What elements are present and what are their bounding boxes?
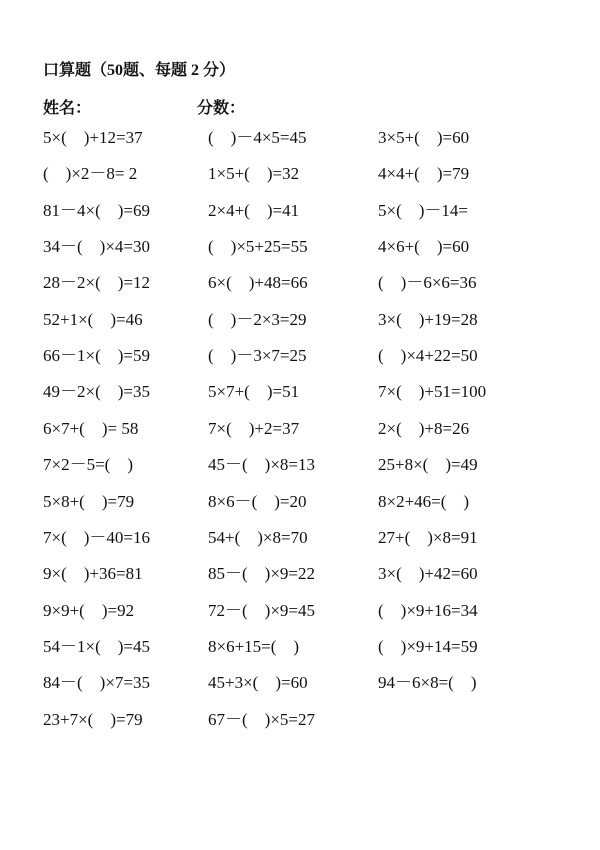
arithmetic-problem: 4×6+( )=60 [378, 237, 470, 257]
arithmetic-problem: 7×( )－40=16 [43, 527, 150, 547]
arithmetic-problem: 34－( )×4=30 [43, 237, 150, 257]
arithmetic-problem: 8×2+46=( ) [378, 491, 470, 511]
score-label: 分数： [197, 100, 246, 117]
arithmetic-problem: 23+7×( )=79 [43, 709, 143, 729]
arithmetic-problem: 5×8+( )=79 [43, 491, 135, 511]
arithmetic-problem: 25+8×( )=49 [378, 455, 478, 475]
arithmetic-problem: ( )－6×6=36 [378, 273, 477, 293]
arithmetic-problem: 84－( )×7=35 [43, 673, 150, 693]
arithmetic-problem: ( )－2×3=29 [208, 309, 307, 329]
arithmetic-problem: ( )×5+25=55 [208, 237, 308, 257]
arithmetic-problem: 9×( )+36=81 [43, 564, 143, 584]
arithmetic-problem: 45+3×( )=60 [208, 673, 308, 693]
arithmetic-problem: 67－( )×5=27 [208, 709, 315, 729]
arithmetic-problem: 7×( )+2=37 [208, 418, 300, 438]
arithmetic-problem: 54－1×( )=45 [43, 636, 150, 656]
arithmetic-problem: 81－4×( )=69 [43, 200, 150, 220]
arithmetic-problem: ( )×2－8= 2 [43, 164, 138, 184]
arithmetic-problem: ( )×9+14=59 [378, 636, 478, 656]
arithmetic-problem: 94－6×8=( ) [378, 673, 477, 693]
arithmetic-problem: 2×( )+8=26 [378, 418, 470, 438]
arithmetic-problem: 4×4+( )=79 [378, 164, 470, 184]
arithmetic-problem: ( )－3×7=25 [208, 346, 307, 366]
arithmetic-problem: 1×5+( )=32 [208, 164, 300, 184]
arithmetic-problem: ( )×4+22=50 [378, 346, 478, 366]
arithmetic-problem: 6×7+( )= 58 [43, 418, 139, 438]
arithmetic-problem: 49－2×( )=35 [43, 382, 150, 402]
arithmetic-problem: 3×5+( )=60 [378, 128, 470, 147]
arithmetic-problem: 3×( )+42=60 [378, 564, 478, 584]
arithmetic-problem: 9×9+( )=92 [43, 600, 135, 620]
arithmetic-problem: 8×6+15=( ) [208, 636, 300, 656]
arithmetic-problem: 66－1×( )=59 [43, 346, 150, 366]
arithmetic-problem: 7×2－5=( ) [43, 455, 133, 475]
arithmetic-problem: 27+( )×8=91 [378, 527, 478, 547]
worksheet-title: 口算题（50题、每题 2 分） [43, 62, 236, 79]
arithmetic-problem: 7×( )+51=100 [378, 382, 487, 402]
arithmetic-problem: 5×( )－14= [378, 200, 468, 220]
arithmetic-problem: 5×( )+12=37 [43, 128, 143, 147]
arithmetic-problem: 52+1×( )=46 [43, 309, 143, 329]
arithmetic-problem: 6×( )+48=66 [208, 273, 308, 293]
arithmetic-problem: 5×7+( )=51 [208, 382, 300, 402]
arithmetic-problem: 85－( )×9=22 [208, 564, 315, 584]
arithmetic-problem: 3×( )+19=28 [378, 309, 478, 329]
arithmetic-problem: 54+( )×8=70 [208, 527, 308, 547]
name-label: 姓名： [43, 100, 92, 117]
arithmetic-problem: ( )－4×5=45 [208, 128, 307, 147]
arithmetic-problem: 28－2×( )=12 [43, 273, 150, 293]
arithmetic-problem: 8×6－( )=20 [208, 491, 307, 511]
arithmetic-problem: 2×4+( )=41 [208, 200, 300, 220]
arithmetic-problem: 72－( )×9=45 [208, 600, 315, 620]
arithmetic-problem: ( )×9+16=34 [378, 600, 478, 620]
arithmetic-problem: 45－( )×8=13 [208, 455, 315, 475]
